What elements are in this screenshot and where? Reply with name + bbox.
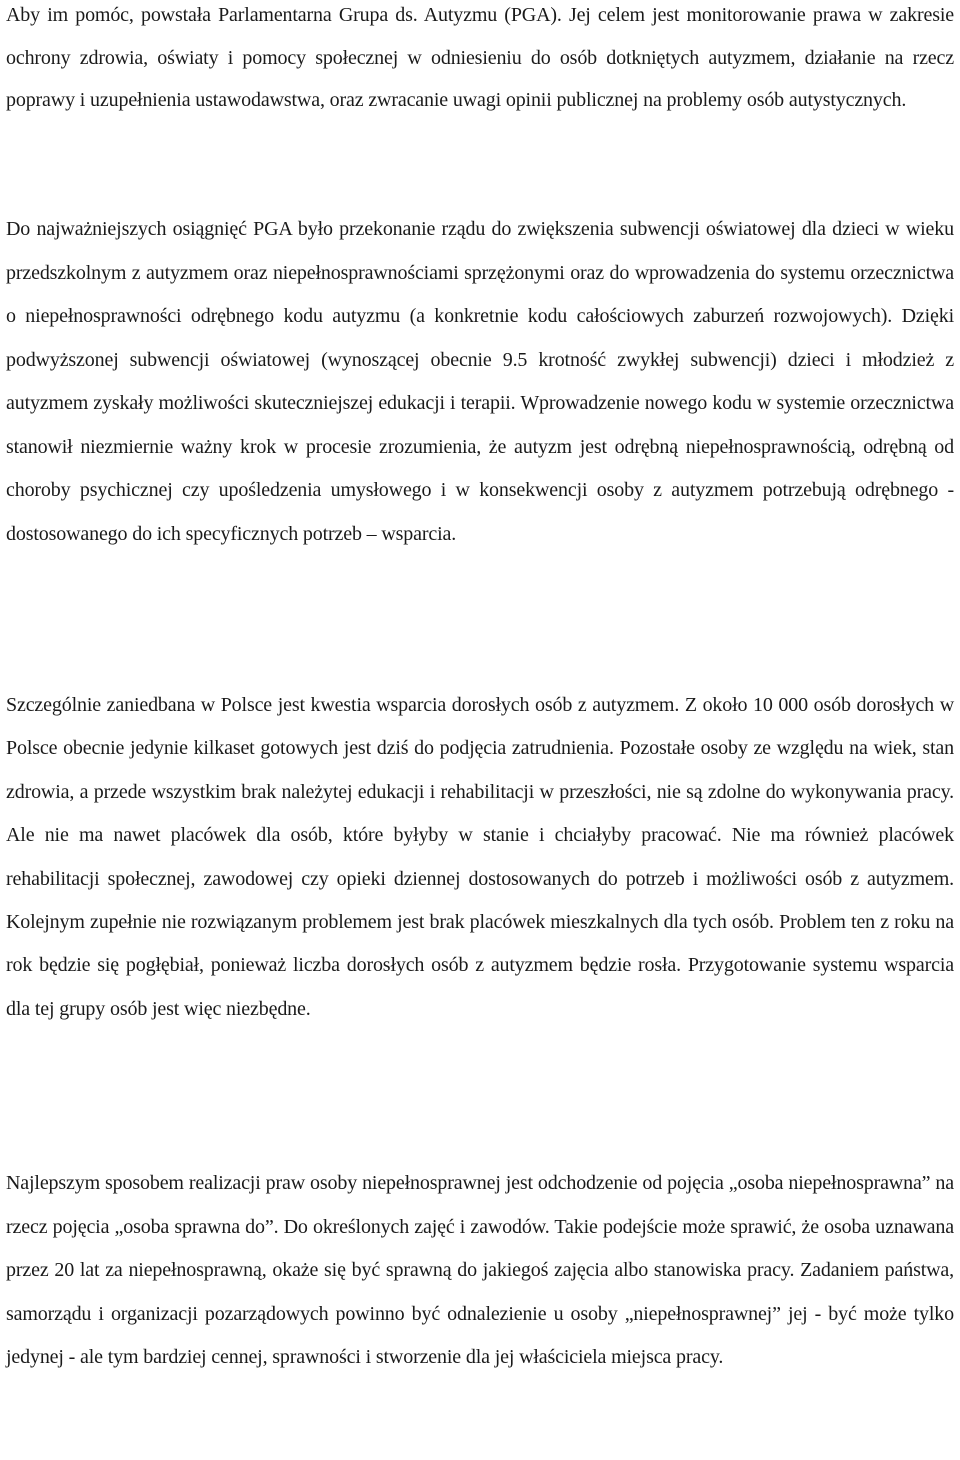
- paragraph-pga-intro: Aby im pomóc, powstała Parlamentarna Grupa ds. Autyzmu (PGA). Jej celem jest monitorowanie prawa w zakresie ochrony zdrowia, oświaty i pomocy społecznej w odniesieniu do osób dotkniętych autyzmem, działanie na rzecz poprawy i uzupełnienia ustawodawstwa, oraz zwracanie uwagi opinii publicznej na problemy osób autystycznych.: [6, 4, 954, 111]
- paragraph-pga-achievements: Do najważniejszych osiągnięć PGA było przekonanie rządu do zwiększenia subwencji oświatowej dla dzieci w wieku przedszkolnym z autyzmem oraz niepełnosprawnościami sprzężonymi oraz do wprowadzenia do systemu orzecznictwa o niepełnosprawności odrębnego kodu autyzmu (a konkretnie kodu całościowych zaburzeń rozwojowych). Dzięki podwyższonej subwencji oświatowej (wynoszącej obecnie 9.5 krotność zwykłej subwencji) dzieci i młodzież z autyzmem zyskały możliwości skuteczniejszej edukacji i terapii. Wprowadzenie nowego kodu w systemie orzecznictwa stanowił niezmiernie ważny krok w procesie zrozumienia, że autyzm jest odrębną niepełnosprawnością, odrębną od choroby psychicznej czy upośledzenia umysłowego i w konsekwencji osoby z autyzmem potrzebują odrębnego - dostosowanego do ich specyficznych potrzeb – wsparcia.: [6, 218, 954, 545]
- paragraph-adult-support: Szczególnie zaniedbana w Polsce jest kwestia wsparcia dorosłych osób z autyzmem. Z około 10 000 osób dorosłych w Polsce obecnie jedynie kilkaset gotowych jest dziś do podjęcia zatrudnienia. Pozostałe osoby ze względu na wiek, stan zdrowia, a przede wszystkim brak należytej edukacji i rehabilitacji w przeszłości, nie są zdolne do wykonywania pracy. Ale nie ma nawet placówek dla osób, które byłyby w stanie i chciałyby pracować. Nie ma również placówek rehabilitacji społecznej, zawodowej czy opieki dziennej dostosowanych do potrzeb i możliwości osób z autyzmem. Kolejnym zupełnie nie rozwiązanym problemem jest brak placówek mieszkalnych dla tych osób. Problem ten z roku na rok będzie się pogłębiał, ponieważ liczba dorosłych osób z autyzmem będzie rosła. Przygotowanie systemu wsparcia dla tej grupy osób jest więc niezbędne.: [6, 694, 954, 1020]
- paragraph-rights-approach: Najlepszym sposobem realizacji praw osoby niepełnosprawnej jest odchodzenie od pojęcia „osoba niepełnosprawna” na rzecz pojęcia „osoba sprawna do”. Do określonych zajęć i zawodów. Takie podejście może sprawić, że osoba uznawana przez 20 lat za niepełnosprawną, okaże się być sprawną do jakiegoś zajęcia albo stanowiska pracy. Zadaniem państwa, samorządu i organizacji pozarządowych powinno być odnalezienie u osoby „niepełnosprawnej” jej - być może tylko jedynej - ale tym bardziej cennej, sprawności i stworzenie dla jej właściciela miejsca pracy.: [6, 1172, 954, 1368]
